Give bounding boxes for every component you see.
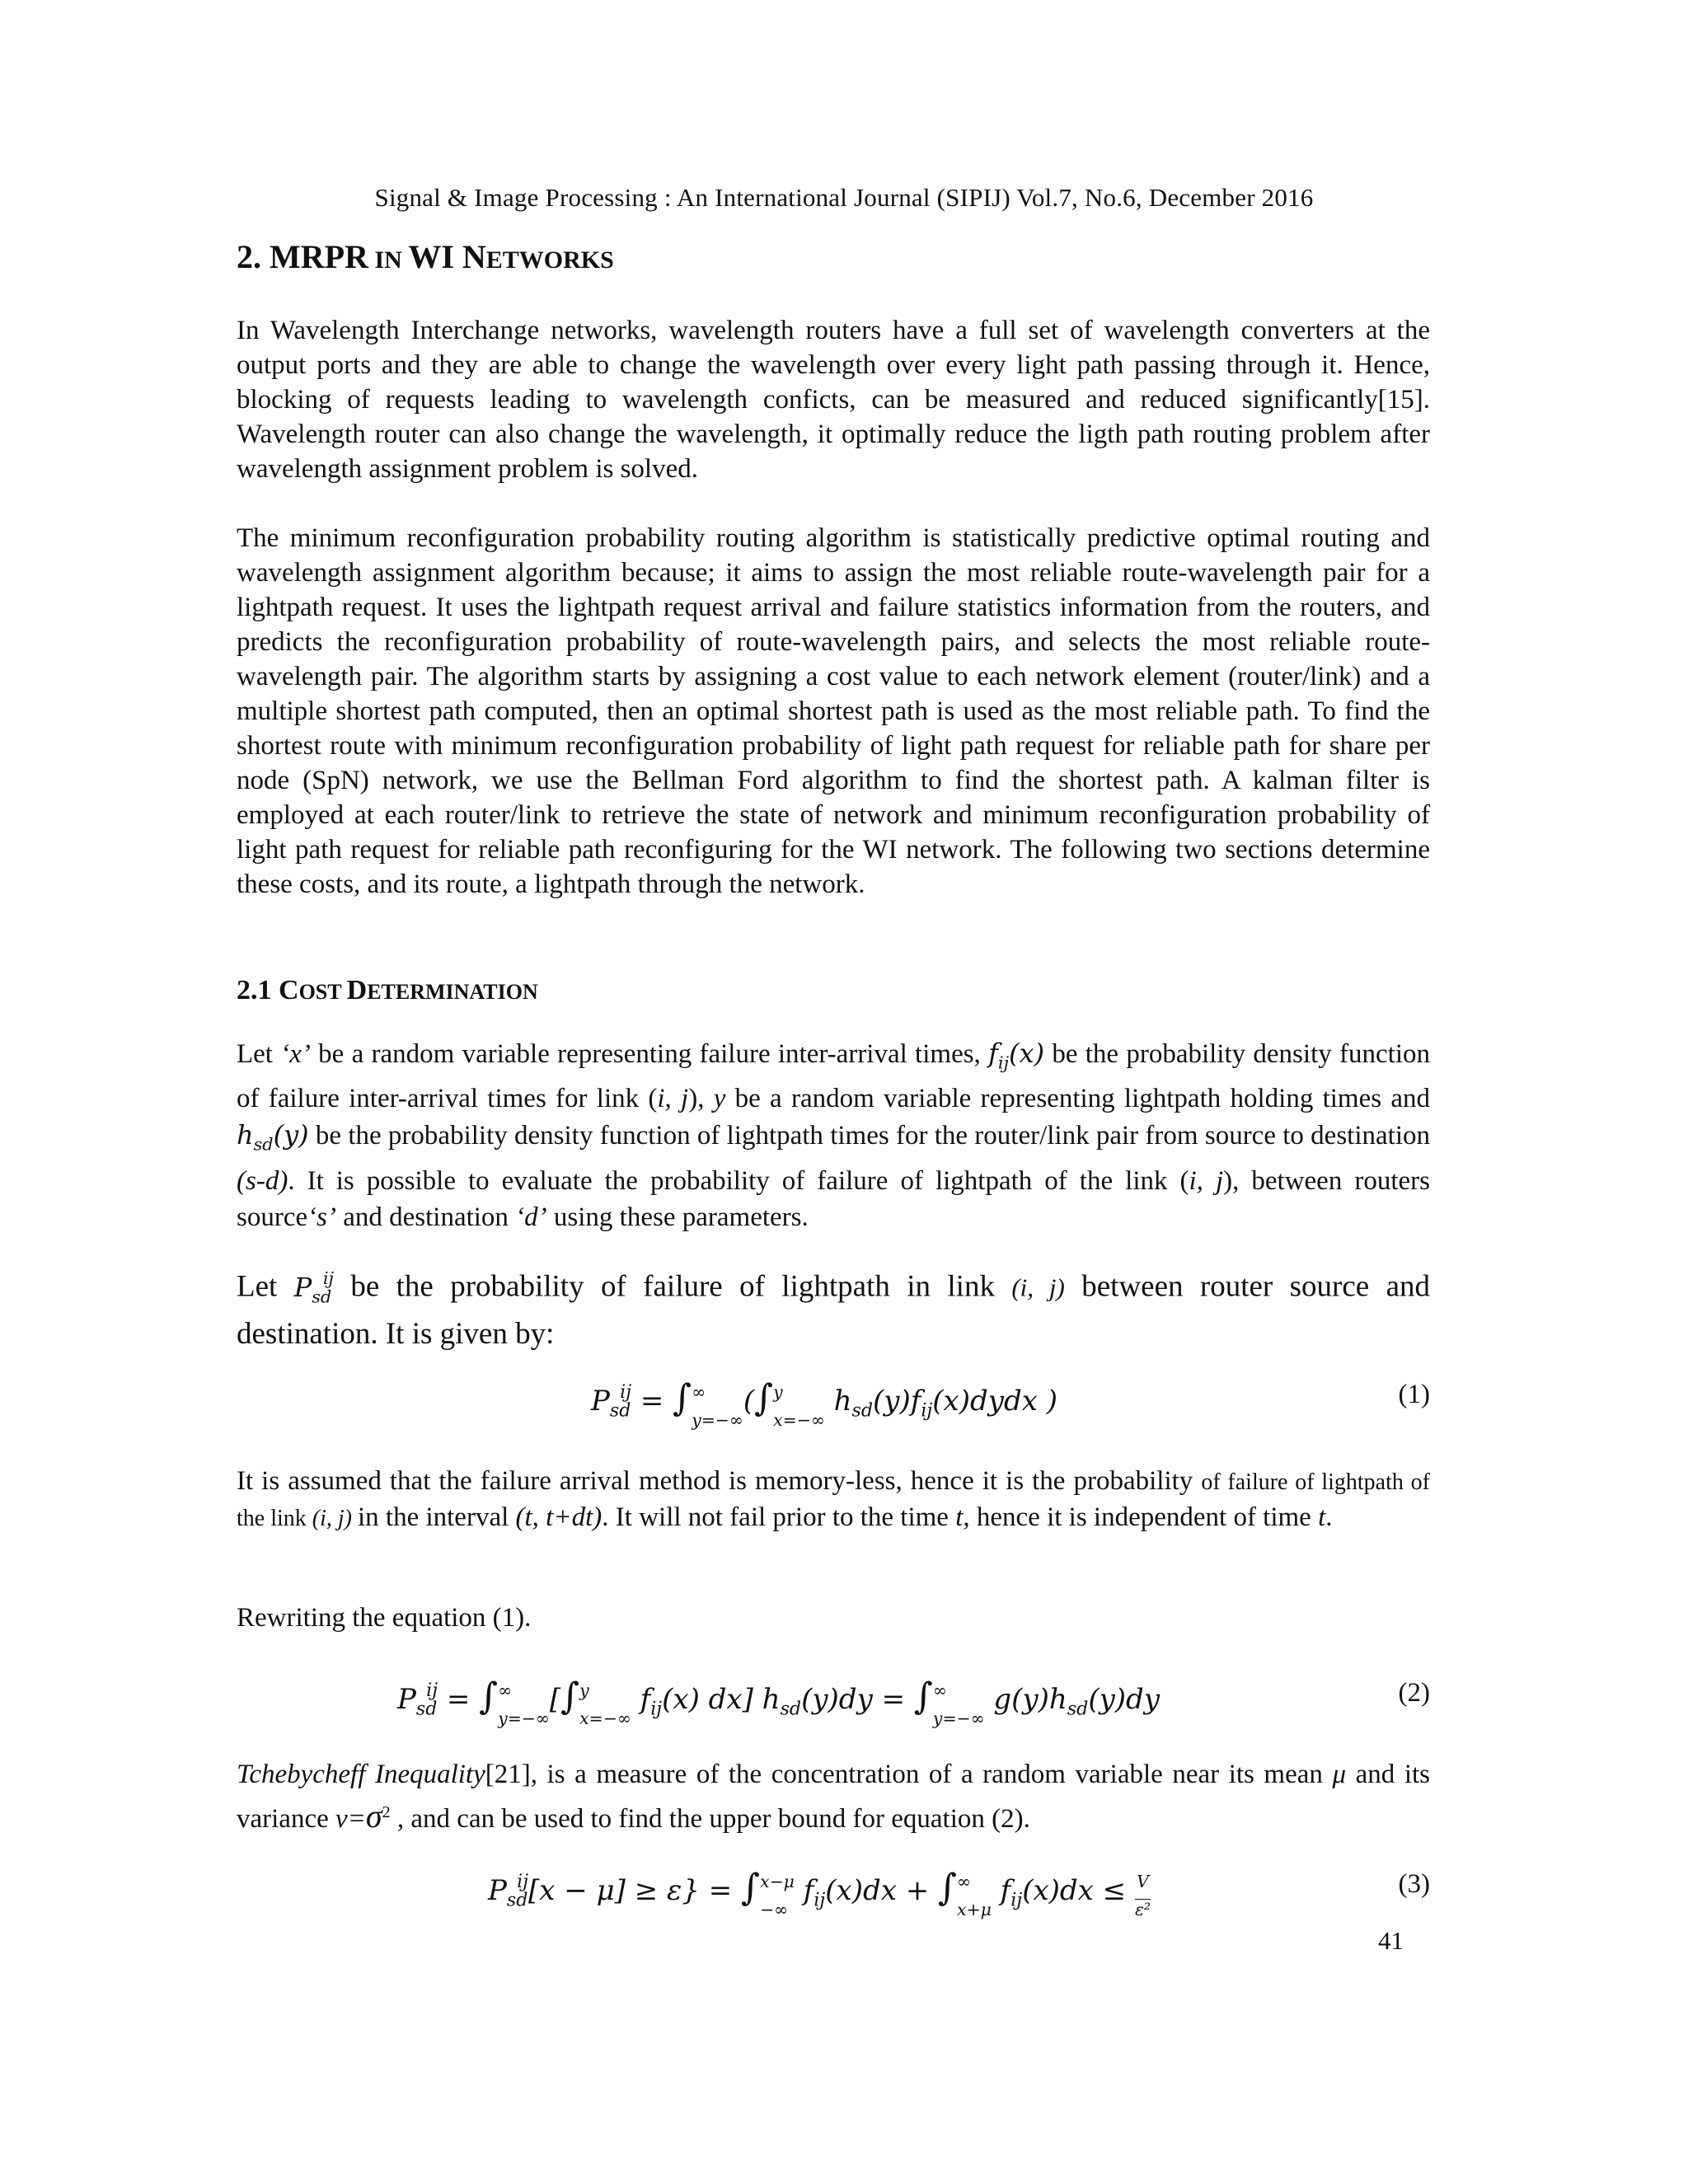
- running-header: Signal & Image Processing : An International Journal (SIPIJ) Vol.7, No.6, December 2016: [374, 183, 1314, 212]
- equation-3: $P_{sd}^{ij}[x - \mu] \ge \varepsilon\} = \int x-\mu$ −∞ $f_{ij}(x)dx$ + ∫∞ x+μ $f_{ij}(x)dx \le \frac{V}{\text{ε²}}$ (3): [488, 1867, 1430, 1919]
- equation-3-number: (3): [1398, 1869, 1430, 1899]
- section-title: 2. MRPR IN WI NETWORKS: [237, 238, 614, 275]
- paragraph-algorithm: The minimum reconfiguration probability routing algorithm is statistically predictive optimal routing and wavelength assignment algorithm because; it aims to assign the most reliable route-wavelength pair for a lightpath request. It uses the lightpath request arrival and failure statistics information from the routers, and predicts the reconfiguration probability of route-wavelength pairs, and selects the most reliable route-wavelength pair. The algorithm starts by assigning a cost value to each network element (router/link) and a multiple shortest path computed, then an optimal shortest path is used as the most reliable path. To find the shortest route with minimum reconfiguration probability of light path request for reliable path for share per node (SpN) network, we use the Bellman Ford algorithm to find the shortest path. A kalman filter is employed at each router/link to retrieve the state of network and minimum reconfiguration probability of light path request for reliable path reconfiguring for the WI network. The following two sections determine these costs, and its route, a lightpath through the network.: [237, 523, 1430, 899]
- page-number: 41: [1378, 1926, 1404, 1955]
- paragraph-variables: Let ‘x’ be a random variable representing failure inter-arrival times, $f_{ij}(x)$ be the probability density function of failure inter-arrival times for link (i, j), y be a random variable representing lightpath holding times and $h_{sd}(y)$ be the probability density function of lightpath times for the router/link pair from source to destination (s-d). It is possible to evaluate the probability of failure of lightpath of the link (i, j), between routers source‘s’ and destination ‘d’ using these parameters.: [237, 1038, 1430, 1232]
- equation-2: $P_{sd}^{ij}$ = ∫∞ y=−∞[∫y x=−∞ $f_{ij}(x)$ dx] $h_{sd}(y)dy$ = ∫∞ y=−∞ $g(y)h_{sd}(y)dy$ (2): [397, 1675, 1430, 1728]
- paragraph-memoryless: It is assumed that the failure arrival method is memory-less, hence it is the probability of failure of lightpath of the link (i, j) in the interval (t, t+dt). It will not fail prior to the time t, hence it is independent of time t.: [237, 1466, 1430, 1532]
- paragraph-rewriting: Rewriting the equation (1).: [237, 1603, 532, 1633]
- equation-1-number: (1): [1398, 1380, 1430, 1409]
- paragraph-tchebycheff: Tchebycheff Inequality[21], is a measure of the concentration of a random variable near its mean μ and its variance $v=\sigma^2$ , and can be used to find the upper bound for equation (2).: [237, 1760, 1430, 1835]
- subsection-title: 2.1 COST DETERMINATION: [237, 975, 538, 1005]
- paragraph-probability-def: Let $P_{sd}^{ij}$ be the probability of failure of lightpath in link (i, j) between router source and destination. It is given by:: [237, 1268, 1430, 1351]
- equation-1: $P_{sd}^{ij}$ = ∫∞ y=−∞(∫y x=−∞ $h_{sd}(y)f_{ij}(x)dydx$ ) (1): [591, 1377, 1430, 1430]
- paragraph-intro: In Wavelength Interchange networks, wavelength routers have a full set of wavelength converters at the output ports and they are able to change the wavelength over every light path passing through it. Hence, blocking of requests leading to wavelength conficts, can be measured and reduced significantly[15]. Wavelength router can also change the wavelength, it optimally reduce the ligth path routing problem after wavelength assignment problem is solved.: [237, 316, 1430, 484]
- equation-2-number: (2): [1398, 1678, 1430, 1708]
